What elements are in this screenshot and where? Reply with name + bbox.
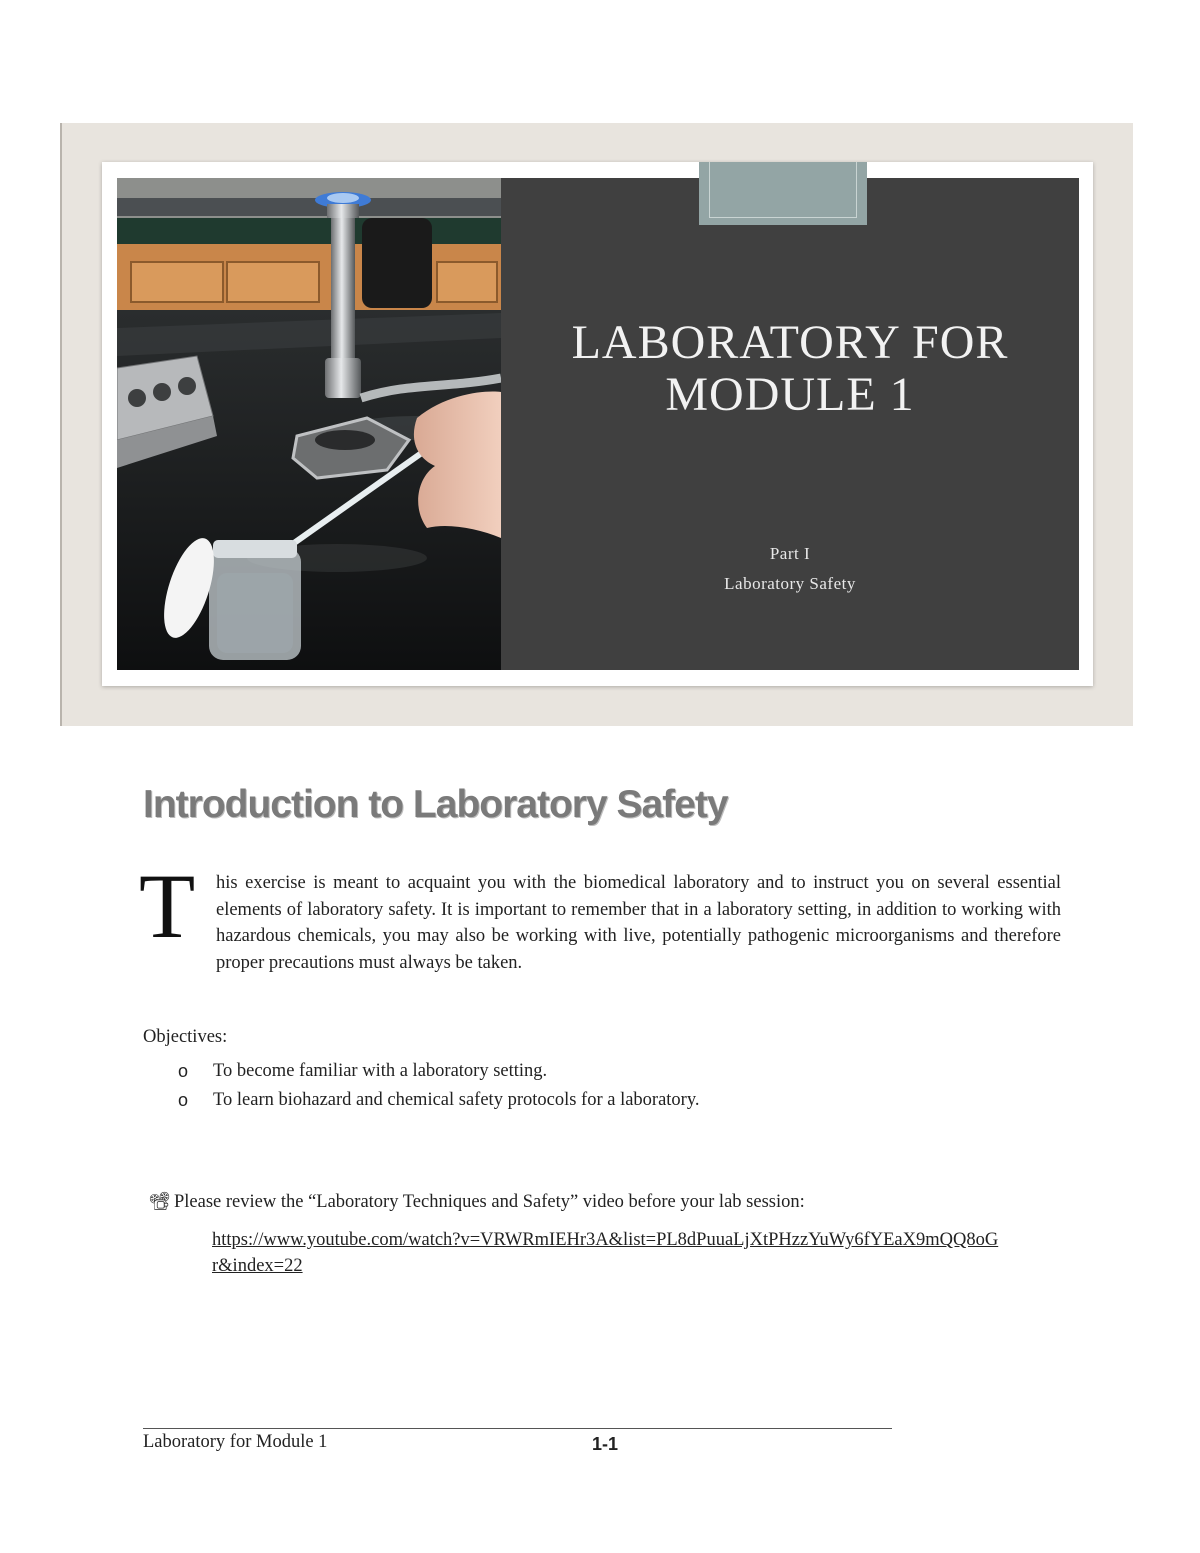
- footer-title: Laboratory for Module 1: [143, 1432, 328, 1452]
- title-slide: [102, 162, 1093, 686]
- lab-photo-image: [117, 178, 501, 670]
- footer-divider: [143, 1428, 892, 1429]
- bunsen-burner-illustration: [117, 178, 501, 670]
- bullet-icon: o: [178, 1061, 189, 1081]
- video-link[interactable]: https://www.youtube.com/watch?v=VRWRmIEHr3A&list=PL8dPuuaLjXtPHzzYuWy6fYEaX9mQQ8oGr&index=22: [212, 1230, 999, 1276]
- video-review-note: 📽 Please review the “Laboratory Techniques and Safety” video before your lab session:: [148, 1188, 805, 1215]
- film-projector-icon: 📽: [148, 1191, 171, 1211]
- slide-subtitle: [501, 539, 1079, 599]
- objectives-label: Objectives:: [143, 1027, 228, 1047]
- slide-title: LABORATORY FOR MODULE 1: [571, 316, 1009, 421]
- list-item: o To become familiar with a laboratory setting.: [178, 1057, 700, 1086]
- list-item: o To learn biohazard and chemical safety protocols for a laboratory.: [178, 1086, 700, 1115]
- bullet-icon: o: [178, 1090, 189, 1110]
- title-banner: [60, 123, 1133, 726]
- page-heading: Introduction to Laboratory Safety: [143, 783, 728, 826]
- drop-cap: T: [139, 855, 196, 957]
- slide-subtitle-label: Laboratory Safety: [724, 574, 856, 593]
- title-panel: [501, 178, 1079, 670]
- objectives-list: [178, 1057, 700, 1115]
- page-number: 1-1: [592, 1434, 619, 1454]
- slide-part-label: Part I: [769, 544, 811, 563]
- slide-tab-decoration: [699, 162, 867, 225]
- intro-paragraph: his exercise is meant to acquaint you with the biomedical laboratory and to instruct you on several essential elements of laboratory safety. It is important to remember that in a laboratory setting, in addition to working with hazardous chemicals, you may also be working with live, potentially pathogenic microorganisms and therefore proper precautions must always be taken.: [216, 873, 1061, 973]
